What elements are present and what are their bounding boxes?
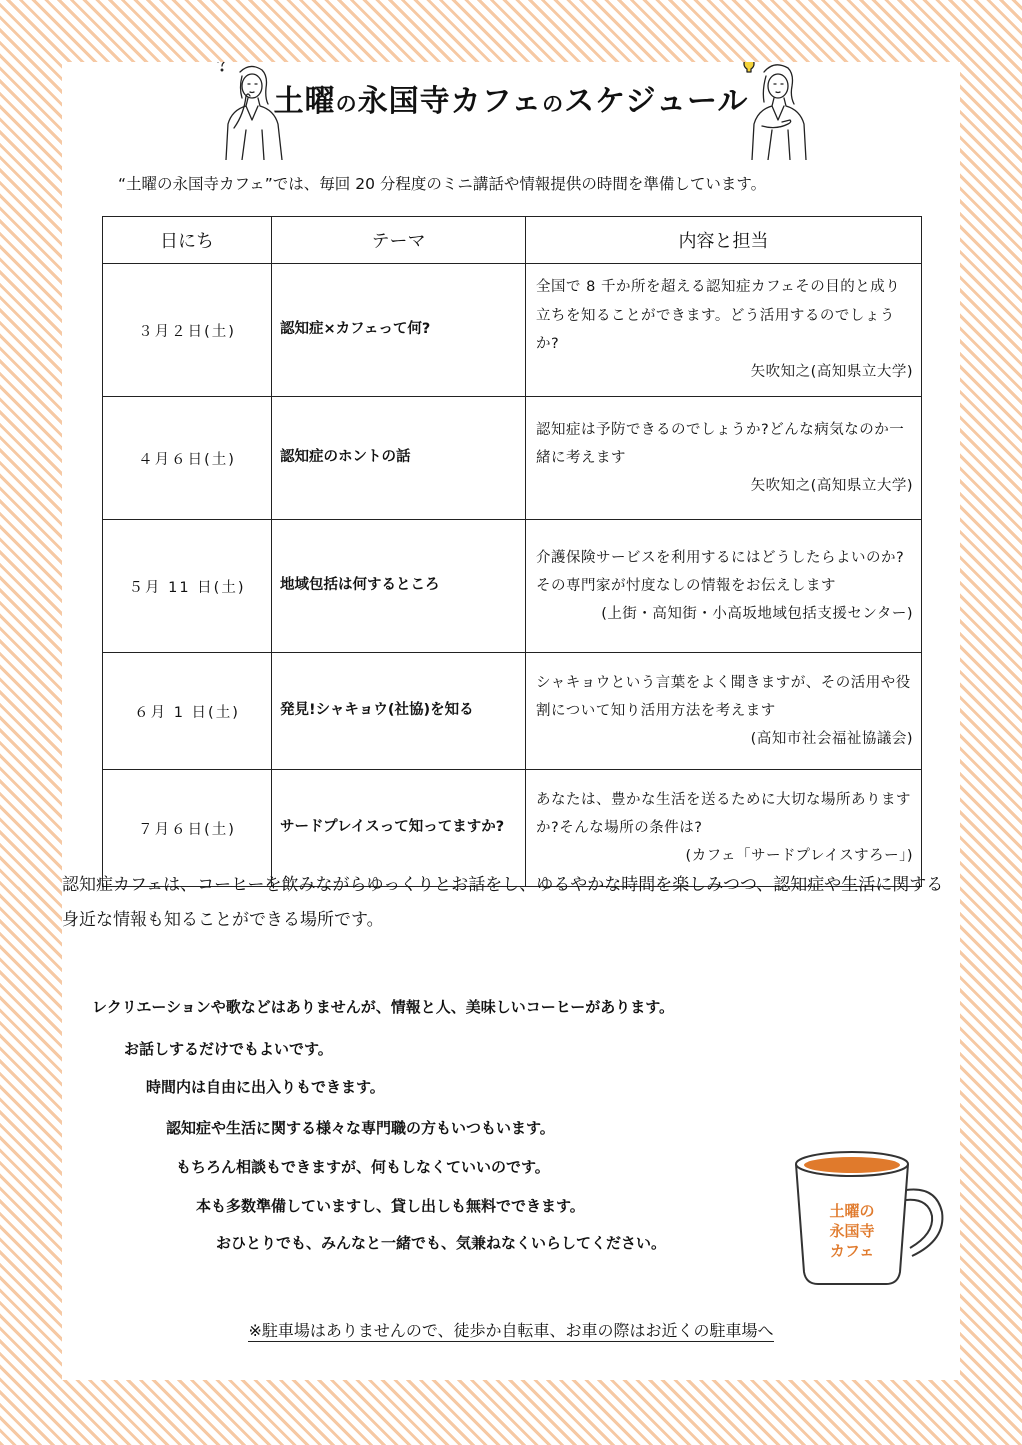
row-theme: 認知症×カフェって何?	[272, 264, 526, 397]
row-date: ３月２日(土)	[103, 264, 272, 397]
page-title	[62, 76, 960, 120]
title-part-3: 永国寺カフェ	[357, 84, 543, 119]
row-presenter: (高知市社会福祉協議会)	[750, 731, 913, 748]
row-content	[526, 520, 922, 653]
row-theme: 地域包括は何するところ	[272, 520, 526, 653]
row-date: ７月６日(土)	[103, 770, 272, 887]
row-description: 認知症は予防できるのでしょうか?どんな病気なのか一緒に考えます	[536, 421, 905, 466]
title-part-1: 土曜	[273, 84, 336, 119]
title-part-5: スケジュール	[564, 84, 749, 119]
parking-note	[62, 1318, 960, 1341]
intro-text: “土曜の永国寺カフェ”では、毎回 20 分程度のミニ講話や情報提供の時間を準備しています。	[118, 175, 767, 193]
table-row	[103, 264, 922, 397]
row-content	[526, 397, 922, 520]
info-line: もちろん相談もできますが、何もしなくていいのです。	[176, 1158, 550, 1176]
row-theme: 発見!シャキョウ(社協)を知る	[272, 653, 526, 770]
row-content	[526, 653, 922, 770]
info-line: レクリエーションや歌などはありませんが、情報と人、美味しいコーヒーがあります。	[92, 998, 675, 1016]
row-date: ６月 1 日(土)	[103, 653, 272, 770]
row-date: ４月６日(土)	[103, 397, 272, 520]
row-description: シャキョウという言葉をよく聞きますが、その活用や役割について知り活用方法を考えます	[536, 674, 911, 719]
header-content: 内容と担当	[526, 217, 922, 264]
info-line: お話しするだけでもよいです。	[124, 1040, 333, 1058]
mug-label-line3: カフェ	[829, 1242, 875, 1260]
row-content	[526, 264, 922, 397]
row-theme: 認知症のホントの話	[272, 397, 526, 520]
info-line: 認知症や生活に関する様々な専門職の方もいつもいます。	[166, 1119, 555, 1137]
row-theme: サードプレイスって知ってますか?	[272, 770, 526, 887]
header-date: 日にち	[103, 217, 272, 264]
info-line: おひとりでも、みんなと一緒でも、気兼ねなくいらしてください。	[216, 1234, 667, 1252]
title-part-2: の	[335, 92, 358, 116]
row-date: ５月 11 日(土)	[103, 520, 272, 653]
table-row	[103, 653, 922, 770]
row-description: あなたは、豊かな生活を送るために大切な場所ありますか?そんな場所の条件は?	[536, 791, 911, 836]
mug-label-line2: 永国寺	[829, 1222, 875, 1240]
row-presenter: 矢吹知之(高知県立大学)	[750, 478, 913, 495]
schedule-table	[102, 216, 922, 887]
row-presenter: (上街・高知街・小高坂地域包括支援センター)	[601, 606, 913, 623]
schedule-sheet	[62, 62, 960, 1380]
coffee-mug-icon	[790, 1146, 950, 1288]
row-presenter: (カフェ「サードプレイスすろー」)	[685, 848, 913, 865]
row-description: 介護保険サービスを利用するにはどうしたらよいのか?その専門家が忖度なしの情報をお伝えします	[536, 549, 905, 594]
row-presenter: 矢吹知之(高知県立大学)	[750, 364, 913, 381]
table-header-row	[103, 217, 922, 264]
table-row	[103, 520, 922, 653]
info-line: 本も多数準備していますし、貸し出しも無料でできます。	[196, 1197, 585, 1215]
table-row	[103, 397, 922, 520]
description-paragraph: 認知症カフェは、コーヒーを飲みながらゆっくりとお話をし、ゆるやかな時間を楽しみつつ、認知症や生活に関する身近な情報も知ることができる場所です。	[62, 875, 944, 930]
row-description: 全国で 8 千か所を超える認知症カフェその目的と成り立ちを知ることができます。どう活用するのでしょうか?	[536, 279, 901, 352]
title-part-4: の	[542, 92, 565, 116]
header-theme: テーマ	[272, 217, 526, 264]
mug-label-line1: 土曜の	[829, 1202, 875, 1220]
info-line: 時間内は自由に出入りもできます。	[146, 1078, 385, 1096]
parking-note-text: ※駐車場はありませんので、徒歩か自転車、お車の際はお近くの駐車場へ	[248, 1321, 774, 1340]
